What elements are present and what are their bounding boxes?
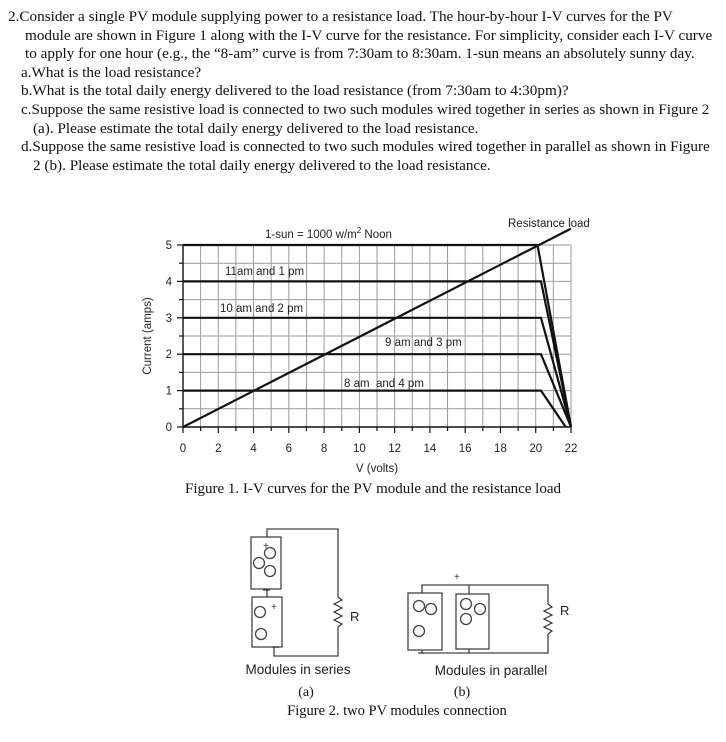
x-tick-label: 6 <box>285 443 293 455</box>
x-tick-label: 12 <box>388 443 402 455</box>
y-tick-label: 5 <box>165 240 172 252</box>
part-label: c. <box>21 100 32 118</box>
part-text: Suppose the same resistive load is connected to two such modules wired together in parallel as shown in Figure 2 (b). Please estimate the total daily energy delivered to the load resistance. <box>32 138 710 174</box>
x-tick-label: 16 <box>458 443 472 455</box>
y-tick-label: 0 <box>165 422 172 434</box>
x-axis-label: V (volts) <box>355 463 399 475</box>
x-tick-label: 8 <box>320 443 328 455</box>
subfigure-b-label: (b) <box>453 685 471 700</box>
pv-module-left <box>408 593 442 650</box>
y-tick-label: 1 <box>165 385 172 398</box>
part-label: a. <box>21 63 32 81</box>
question-intro-text: Consider a single PV module supplying power to a resistance load. The hour-by-hour I-V curves for the PV module are shown in Figure 1 along with the I-V curve for the resistance. For simplicity, consider each I-V curve to apply for one hour (e.g., the “8-am” curve is from 7:30am to 8:30am. 1-sun means an absolutely sunny day. <box>19 8 713 63</box>
x-tick-label: 14 <box>423 443 437 455</box>
resistor-icon <box>334 597 342 627</box>
x-tick-label: 0 <box>179 443 187 455</box>
resistor-label-b: R <box>560 603 570 618</box>
y-tick-label: 4 <box>165 276 172 289</box>
bottom-wire <box>274 627 338 656</box>
figure-1-caption: Figure 1. I-V curves for the PV module and the resistance load <box>184 481 562 497</box>
part-text: Suppose the same resistive load is connected to two such modules wired together in series as shown in Figure 2 (a). Please estimate the total daily energy delivered to the load resistance. <box>31 100 710 137</box>
x-tick-label: 4 <box>250 443 257 455</box>
figure-2b-parallel-circuit <box>408 585 552 653</box>
resistor-label-a: R <box>350 609 360 624</box>
curve-label-8am: 8 am and 4 pm <box>344 378 424 390</box>
curve-label-9am: 9 am and 3 pm <box>385 337 462 349</box>
x-tick-label: 22 <box>564 443 578 455</box>
x-tick-label: 18 <box>494 443 507 455</box>
y-tick-label: 3 <box>165 312 172 325</box>
parallel-label: Modules in parallel <box>434 663 548 678</box>
pv-module-bottom <box>252 597 282 647</box>
resistor-icon <box>544 604 552 634</box>
part-label: b. <box>21 82 33 100</box>
part-text: What is the total daily energy delivered to the load resistance (from 7:30am to 4:30pm)? <box>32 82 569 100</box>
figure-2-caption: Figure 2. two PV modules connection <box>287 703 507 719</box>
curve-label-11am: 11am and 1 pm <box>225 266 305 278</box>
subfigure-a-label: (a) <box>298 685 314 700</box>
figure-1-iv-chart <box>142 218 590 497</box>
part-text: What is the load resistance? <box>31 63 202 81</box>
plus-sign: + <box>263 541 269 552</box>
chart-title: 1-sun = 1000 $w/m^2$ Noon <box>265 226 392 241</box>
plus-sign: + <box>454 572 460 583</box>
x-tick-label: 10 <box>352 443 366 455</box>
curve-label-10am: 10 am and 2 pm <box>220 303 304 315</box>
resistance-load-label: Resistance load <box>508 218 590 230</box>
x-tick-label: 20 <box>529 443 543 455</box>
part-label: d. <box>21 138 33 156</box>
series-label: Modules in series <box>245 662 351 677</box>
y-axis-label: Current (amps) <box>142 297 154 375</box>
y-tick-label: 2 <box>165 349 172 362</box>
question-number: 2. <box>8 8 20 25</box>
plus-sign: + <box>271 602 277 613</box>
x-tick-label: 2 <box>215 443 222 455</box>
